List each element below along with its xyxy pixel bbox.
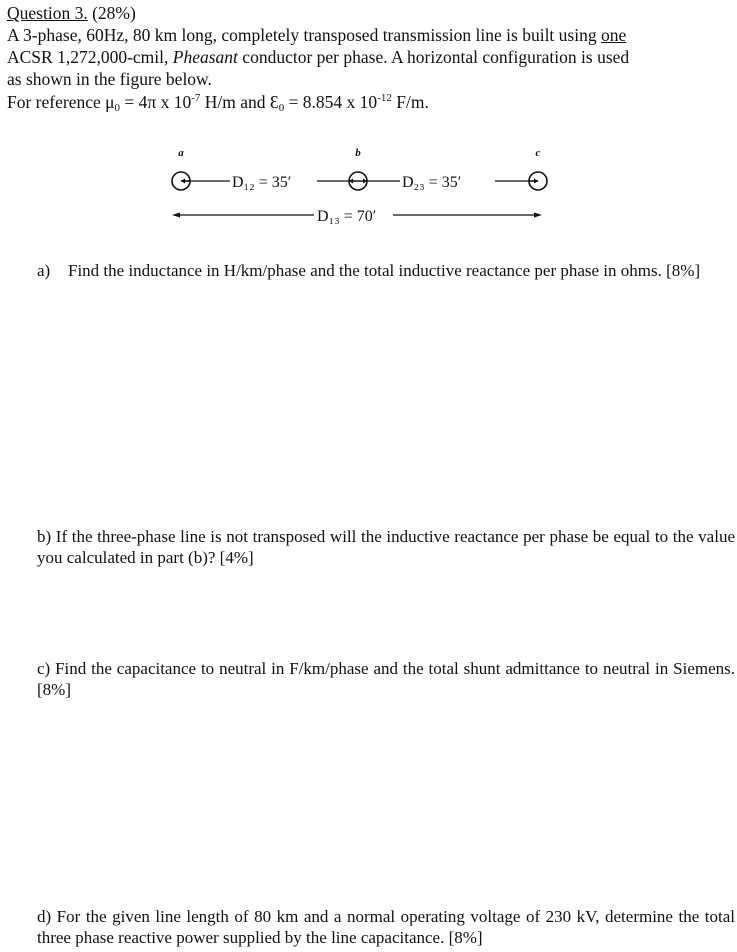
conductor-b-icon (349, 172, 367, 190)
d13-label: D₁₃ = 70′ (317, 208, 377, 225)
mu-label: For reference μ (7, 92, 115, 112)
conductor-a-label: a (178, 147, 184, 159)
question-b: b) If the three-phase line is not transposed will the inductive reactance per phase be equal to the value you calculated in part (b)? [4%] (37, 527, 735, 567)
conductor-name: Pheasant (172, 47, 238, 67)
eps-label: H/m and Ɛ (200, 92, 279, 112)
conductor-configuration-figure (150, 140, 580, 240)
question-c: c) Find the capacitance to neutral in F/km/phase and the total shunt admittance to neutral in Siemens. [8%] (37, 659, 735, 699)
question-a-text: Find the inductance in H/km/phase and the total inductive reactance per phase in ohms. [8%] (68, 261, 701, 280)
question-d: d) For the given line length of 80 km and a normal operating voltage of 230 kV, determine the total three phase reactive power supplied by the line capacitance. [8%] (37, 907, 735, 947)
question-a-label: a) (37, 261, 51, 280)
intro-line-2-text: ACSR 1,272,000-cmil, (7, 47, 173, 67)
conductor-a-icon (172, 172, 190, 190)
conductor-c-icon (529, 172, 547, 190)
d13-arrow-left-icon (172, 213, 180, 218)
conductor-c-label: c (535, 147, 541, 159)
question-header (7, 2, 136, 24)
underlined-one: one (600, 25, 627, 45)
conductor-b-label: b (355, 147, 361, 159)
reference-constants (7, 91, 429, 113)
eps-exponent: -12 (377, 92, 392, 104)
eps-value: = 8.854 x 10 (284, 92, 378, 112)
d13-arrow-right-icon (534, 213, 542, 218)
intro-line-1 (7, 24, 626, 46)
mu-exponent: -7 (191, 92, 201, 104)
d23-label: D₂₃ = 35′ (402, 174, 462, 191)
eps-subscript: 0 (278, 102, 285, 114)
intro-line-2 (7, 46, 629, 68)
intro-line-1-text: A 3-phase, 60Hz, 80 km long, completely transposed transmission line is built using (7, 25, 601, 45)
intro-line-3: as shown in the figure below. (7, 69, 212, 89)
intro-line-2-tail: conductor per phase. A horizontal configuration is used (237, 47, 630, 67)
eps-unit: F/m. (391, 92, 429, 112)
d12-label: D₁₂ = 35′ (232, 174, 292, 191)
question-label: Question 3. (7, 3, 88, 23)
question-weight: (28%) (92, 3, 136, 23)
mu-subscript: 0 (114, 102, 121, 114)
mu-value: = 4π x 10 (120, 92, 192, 112)
